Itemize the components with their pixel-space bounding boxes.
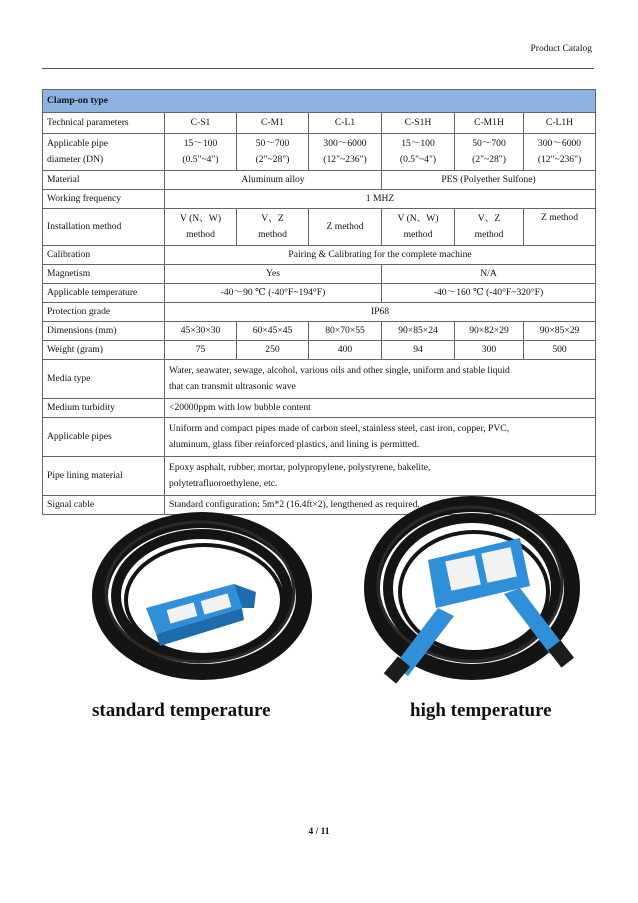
standard-temperature-caption: standard temperature — [92, 700, 271, 721]
dimension-cell: 60×45×45 — [237, 322, 309, 341]
weight-cell: 400 — [309, 341, 382, 360]
table-row — [43, 265, 596, 284]
weight-cell: 75 — [165, 341, 237, 360]
install-line: V (N、W) — [179, 213, 222, 224]
row-label: Calibration — [43, 246, 165, 265]
standard-temperature-photo — [84, 496, 316, 700]
table-row — [43, 399, 596, 418]
page-header-title: Product Catalog — [530, 44, 592, 54]
model-cell: C-M1H — [455, 113, 524, 134]
install-cell — [382, 209, 455, 246]
page-number: 4 / 11 — [308, 827, 330, 837]
table-row — [43, 134, 596, 171]
table-row — [43, 418, 596, 457]
text-line: Epoxy asphalt, rubber, mortar, polypropylene, polystyrene, bakelite, — [169, 462, 431, 473]
table-title: Clamp-on type — [43, 90, 596, 113]
protection-value: IP68 — [165, 303, 596, 322]
row-label: Working frequency — [43, 190, 165, 209]
diameter-inch: (2"~28") — [472, 154, 506, 165]
dimension-cell: 90×85×24 — [382, 322, 455, 341]
diameter-inch: (12"~236") — [323, 154, 367, 165]
row-label: Applicable temperature — [43, 284, 165, 303]
pipes-value — [165, 418, 596, 457]
media-value — [165, 360, 596, 399]
turbidity-value: <20000ppm with low bubble content — [165, 399, 596, 418]
diameter-range: 50～700 — [255, 138, 290, 149]
label-line: Applicable pipe — [47, 138, 109, 149]
row-label: Media type — [43, 360, 165, 399]
weight-cell: 300 — [455, 341, 524, 360]
row-label: Pipe lining material — [43, 457, 165, 496]
diameter-inch: (0.5"~4") — [182, 154, 219, 165]
header-divider — [42, 68, 594, 69]
dimension-cell: 90×82×29 — [455, 322, 524, 341]
dimension-cell: 45×30×30 — [165, 322, 237, 341]
table-row — [43, 190, 596, 209]
table-row — [43, 303, 596, 322]
text-line: polytetrafluoroethylene, etc. — [169, 478, 278, 489]
install-line: method — [403, 229, 433, 240]
table-title-row — [43, 90, 596, 113]
row-label: Installation method — [43, 209, 165, 246]
table-row — [43, 360, 596, 399]
cable-value: Standard configuration: 5m*2 (16.4ft×2), lengthened as required. — [165, 496, 596, 515]
text-line: that can transmit ultrasonic wave — [169, 381, 296, 392]
diameter-range: 15～100 — [183, 138, 218, 149]
temperature-high: -40～160 ℃ (-40°F~320°F) — [382, 284, 596, 303]
diameter-cell — [382, 134, 455, 171]
temperature-standard: -40～90 ℃ (-40°F~194°F) — [165, 284, 382, 303]
diameter-range: 15～100 — [401, 138, 435, 149]
material-high: PES (Polyether Sulfone) — [382, 171, 596, 190]
row-label: Magnetism — [43, 265, 165, 284]
diameter-inch: (0.5"~4") — [399, 154, 437, 165]
row-label: Applicable pipes — [43, 418, 165, 457]
install-line: V、Z — [261, 213, 284, 224]
install-cell: Z method — [309, 209, 382, 246]
row-label: Protection grade — [43, 303, 165, 322]
row-label: Signal cable — [43, 496, 165, 515]
install-cell: Z method — [524, 209, 596, 246]
row-label: Material — [43, 171, 165, 190]
transducer-clamp — [146, 584, 256, 646]
weight-cell: 94 — [382, 341, 455, 360]
install-line: V (N、W) — [397, 213, 439, 224]
dimension-cell: 80×70×55 — [309, 322, 382, 341]
spec-table — [42, 89, 596, 515]
label-line: diameter (DN) — [47, 154, 104, 165]
install-line: method — [258, 229, 287, 240]
diameter-cell — [309, 134, 382, 171]
table-row — [43, 322, 596, 341]
model-cell: C-L1 — [309, 113, 382, 134]
row-label: Technical parameters — [43, 113, 165, 134]
diameter-cell — [455, 134, 524, 171]
diameter-range: 300～6000 — [323, 138, 367, 149]
magnetism-standard: Yes — [165, 265, 382, 284]
frequency-value: 1 MHZ — [165, 190, 596, 209]
material-standard: Aluminum alloy — [165, 171, 382, 190]
diameter-cell — [524, 134, 596, 171]
text-line: aluminum, glass fiber reinforced plastics, and lining is permitted. — [169, 439, 420, 450]
table-row — [43, 113, 596, 134]
model-cell: C-S1 — [165, 113, 237, 134]
table-row — [43, 171, 596, 190]
install-cell — [165, 209, 237, 246]
text-line: Uniform and compact pipes made of carbon steel, stainless steel, cast iron, copper, PVC, — [169, 423, 510, 434]
diameter-inch: (12"~236") — [537, 154, 582, 165]
calibration-value: Pairing & Calibrating for the complete machine — [165, 246, 596, 265]
text-line: Water, seawater, sewage, alcohol, various oils and other single, uniform and stable liquid — [169, 365, 510, 376]
high-temperature-photo — [354, 490, 586, 700]
table-row — [43, 284, 596, 303]
diameter-range: 50～700 — [472, 138, 506, 149]
model-cell: C-L1H — [524, 113, 596, 134]
diameter-cell — [165, 134, 237, 171]
table-row — [43, 209, 596, 246]
model-cell: C-S1H — [382, 113, 455, 134]
install-cell — [237, 209, 309, 246]
row-label: Dimensions (mm) — [43, 322, 165, 341]
install-cell — [455, 209, 524, 246]
high-temperature-caption: high temperature — [410, 700, 552, 721]
magnetism-high: N/A — [382, 265, 596, 284]
row-label: Weight (gram) — [43, 341, 165, 360]
row-label — [43, 134, 165, 171]
weight-cell: 500 — [524, 341, 596, 360]
diameter-cell — [237, 134, 309, 171]
diameter-range: 300～6000 — [537, 138, 582, 149]
table-row — [43, 341, 596, 360]
model-cell: C-M1 — [237, 113, 309, 134]
diameter-inch: (2"~28") — [255, 154, 290, 165]
install-line: method — [474, 229, 504, 240]
install-line: V、Z — [477, 213, 501, 224]
dimension-cell: 90×85×29 — [524, 322, 596, 341]
table-row — [43, 246, 596, 265]
weight-cell: 250 — [237, 341, 309, 360]
install-line: method — [186, 229, 215, 240]
row-label: Medium turbidity — [43, 399, 165, 418]
